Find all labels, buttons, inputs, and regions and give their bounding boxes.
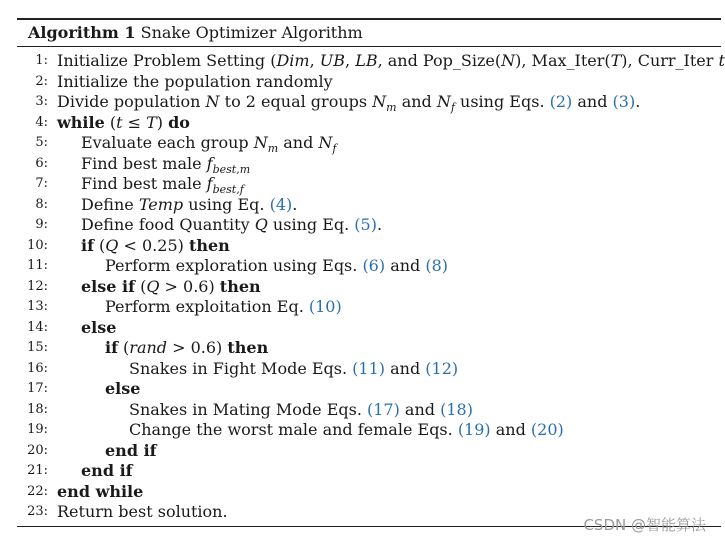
line-number: 2: — [35, 73, 48, 89]
line-text — [57, 502, 228, 523]
text-segment: Perform exploitation Eq. — [105, 297, 309, 316]
math-symbol: N — [253, 133, 268, 152]
watermark: CSDN @智能算法 — [583, 516, 706, 534]
text-segment: , — [345, 51, 356, 70]
line-number: 1: — [35, 53, 48, 68]
line-text — [129, 359, 458, 380]
line-number: 18: — [27, 401, 48, 417]
line-number: 3: — [35, 94, 48, 109]
equation-reference[interactable]: (6) — [362, 256, 386, 275]
text-segment: . — [376, 215, 383, 234]
caption-rule — [17, 46, 721, 47]
line-number: 13: — [27, 299, 48, 314]
text-segment: to 2 equal groups — [219, 92, 373, 111]
math-subscript: m — [267, 142, 279, 156]
text-segment: ), Max_Iter( — [515, 51, 611, 70]
math-subscript: f — [450, 101, 455, 115]
text-segment: and — [399, 399, 441, 419]
text-segment: Snakes in Fight Mode Eqs. — [129, 358, 353, 378]
line-text — [57, 51, 725, 72]
algorithm-line — [0, 420, 724, 441]
algorithm-line — [0, 174, 724, 195]
algorithm-line — [0, 154, 724, 175]
line-text — [105, 379, 140, 400]
keyword: then — [219, 276, 261, 296]
algorithm-title: Snake Optimizer Algorithm — [140, 23, 363, 42]
text-segment: Define food Quantity — [81, 215, 255, 234]
math-symbol: f — [206, 174, 213, 193]
math-symbol: Q — [254, 215, 268, 234]
text-segment: and — [385, 358, 426, 378]
line-text — [81, 277, 261, 298]
algorithm-line — [0, 215, 724, 236]
line-number: 15: — [27, 340, 48, 355]
keyword: do — [168, 112, 190, 132]
math-symbol: t — [116, 112, 123, 132]
equation-reference[interactable]: (3) — [612, 92, 636, 111]
text-segment: ), Curr_Iter — [621, 51, 719, 70]
equation-reference[interactable]: (20) — [530, 420, 564, 439]
line-text — [129, 400, 473, 421]
algorithm-line — [0, 461, 724, 482]
line-text — [129, 420, 564, 441]
text-segment: < 0.25) — [118, 235, 189, 255]
math-subscript: m — [386, 101, 397, 115]
text-segment: ) — [156, 112, 169, 132]
line-number: 8: — [35, 196, 48, 212]
line-number: 9: — [35, 217, 48, 232]
algorithm-line — [0, 277, 724, 298]
text-segment: ( — [104, 112, 117, 132]
equation-reference[interactable]: (2) — [549, 92, 573, 111]
math-symbol: UB — [319, 51, 346, 70]
math-symbol: Q — [105, 235, 119, 255]
line-number: 5: — [35, 135, 48, 150]
line-text — [57, 113, 190, 134]
equation-reference[interactable]: (11) — [352, 358, 386, 378]
math-symbol: LB — [355, 51, 378, 70]
math-symbol: T — [610, 51, 622, 70]
math-subscript: best,f — [212, 183, 244, 197]
algorithm-line — [0, 338, 724, 359]
keyword: else if — [81, 276, 135, 296]
text-segment: ( — [93, 235, 106, 255]
text-segment: Initialize the population randomly — [57, 71, 333, 91]
algorithm-line — [0, 318, 724, 339]
text-segment: Return best solution. — [57, 502, 228, 521]
equation-reference[interactable]: (5) — [354, 215, 377, 234]
math-symbol: N — [318, 133, 333, 152]
equation-reference[interactable]: (4) — [269, 194, 293, 214]
math-subscript: f — [332, 142, 337, 156]
line-number: 22: — [27, 483, 48, 499]
text-segment: , — [309, 51, 320, 70]
text-segment: Define — [81, 194, 139, 214]
text-segment: using Eqs. — [454, 92, 550, 111]
equation-reference[interactable]: (17) — [367, 399, 400, 419]
line-number: 17: — [27, 381, 48, 396]
top-rule — [17, 18, 721, 20]
math-symbol: f — [206, 153, 213, 173]
text-segment: . — [292, 194, 298, 214]
algorithm-number: Algorithm 1 — [28, 23, 136, 42]
line-text — [105, 441, 157, 462]
text-segment: Snakes in Mating Mode Eqs. — [129, 399, 367, 419]
equation-reference[interactable]: (12) — [425, 358, 459, 378]
text-segment: and — [490, 420, 531, 439]
algorithm-line — [0, 297, 724, 318]
algorithm-line — [0, 113, 724, 134]
math-symbol: Q — [146, 276, 160, 296]
line-text — [105, 297, 342, 318]
keyword: end while — [57, 481, 144, 501]
text-segment: ( — [117, 338, 130, 357]
algorithm-line — [0, 236, 724, 257]
line-number: 20: — [27, 442, 48, 458]
line-number: 21: — [27, 463, 48, 478]
line-number: 12: — [27, 278, 48, 294]
algorithm-line — [0, 72, 724, 93]
text-segment: using Eq. — [267, 215, 355, 234]
algorithm-line — [0, 133, 724, 154]
text-segment: Evaluate each group — [81, 133, 254, 152]
line-number: 11: — [27, 258, 48, 273]
keyword: if — [105, 338, 118, 357]
math-symbol: N — [205, 92, 220, 111]
line-text — [57, 482, 143, 503]
math-symbol: T — [146, 112, 157, 132]
text-segment: Perform exploration using Eqs. — [105, 256, 363, 275]
line-text — [81, 318, 116, 339]
text-segment: and — [396, 92, 437, 111]
math-symbol: Temp — [138, 194, 184, 214]
algorithm-line — [0, 482, 724, 503]
text-segment: Find best male — [81, 153, 207, 173]
line-number: 19: — [27, 422, 48, 437]
keyword: end if — [81, 461, 133, 480]
equation-reference[interactable]: (10) — [308, 297, 342, 316]
keyword: end if — [105, 440, 157, 460]
math-symbol: rand — [129, 338, 168, 357]
math-symbol: N — [436, 92, 451, 111]
equation-reference[interactable]: (19) — [457, 420, 491, 439]
algorithm-line — [0, 195, 724, 216]
line-number: 4: — [35, 114, 48, 130]
line-number: 14: — [27, 319, 48, 335]
line-text — [105, 256, 448, 277]
text-segment: Change the worst male and female Eqs. — [129, 420, 458, 439]
text-segment: > 0.6) — [159, 276, 220, 296]
line-text — [57, 72, 333, 93]
equation-reference[interactable]: (8) — [425, 256, 449, 275]
text-segment: > 0.6) — [167, 338, 228, 357]
line-text — [105, 338, 268, 359]
algorithm-caption — [28, 23, 363, 43]
text-segment: Initialize Problem Setting ( — [57, 51, 277, 70]
algorithm-line — [0, 256, 724, 277]
text-segment: ( — [134, 276, 147, 296]
algorithm-line — [0, 92, 724, 113]
line-number: 7: — [35, 176, 48, 191]
keyword: then — [227, 338, 269, 357]
line-text — [81, 236, 230, 257]
line-number: 16: — [27, 360, 48, 376]
math-symbol: N — [372, 92, 387, 111]
algorithm-line — [0, 379, 724, 400]
text-segment: Find best male — [81, 174, 207, 193]
algorithm-line — [0, 359, 724, 380]
text-segment: ≤ — [122, 112, 147, 132]
text-segment: , and Pop_Size( — [377, 51, 502, 70]
math-symbol: N — [501, 51, 516, 70]
line-text — [81, 195, 297, 216]
keyword: while — [57, 112, 105, 132]
algorithm-body — [0, 51, 724, 523]
text-segment: and — [572, 92, 613, 111]
line-number: 6: — [35, 155, 48, 171]
keyword: if — [81, 235, 94, 255]
keyword: else — [81, 317, 117, 337]
text-segment: using Eq. — [183, 194, 270, 214]
text-segment: and — [385, 256, 426, 275]
algorithm-line — [0, 400, 724, 421]
equation-reference[interactable]: (18) — [440, 399, 473, 419]
line-text — [81, 461, 133, 482]
line-number: 23: — [27, 504, 48, 519]
text-segment: and — [278, 133, 319, 152]
math-symbol: t — [718, 51, 725, 70]
line-text — [81, 215, 382, 236]
algorithm-line — [0, 441, 724, 462]
keyword: else — [105, 379, 141, 398]
keyword: then — [188, 235, 230, 255]
text-segment: Divide population — [57, 92, 206, 111]
math-subscript: best,m — [212, 162, 251, 176]
text-segment: . — [635, 92, 641, 111]
algorithm-line — [0, 51, 724, 72]
math-symbol: Dim — [276, 51, 310, 70]
line-number: 10: — [27, 237, 48, 253]
